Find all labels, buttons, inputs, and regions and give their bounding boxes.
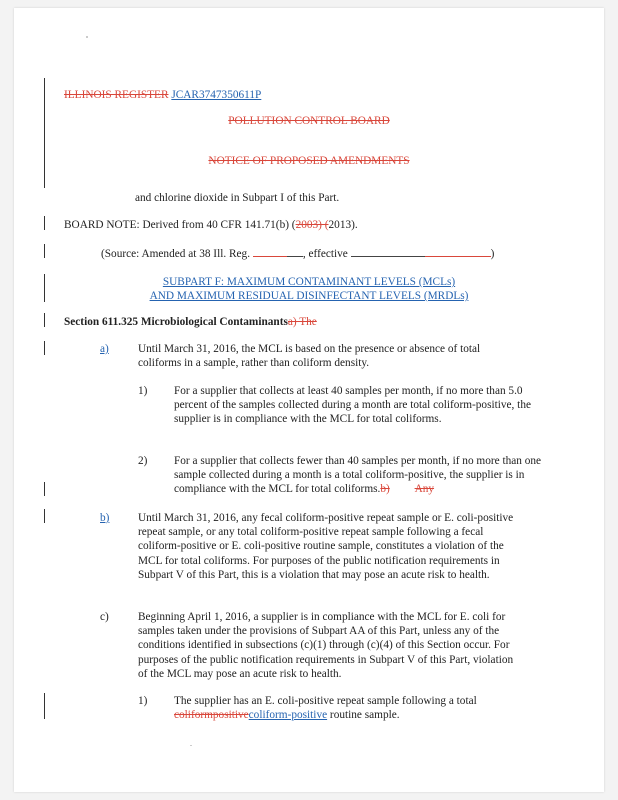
section-title: Section 611.325 Microbiological Contaminants <box>64 316 288 328</box>
subpart-line1: SUBPART F: MAXIMUM CONTAMINANT LEVELS (MCLs) <box>162 276 456 288</box>
change-bar <box>44 313 45 327</box>
para-a2-deleted-marker: b) <box>380 483 390 496</box>
para-c1-inserted: coliform-positive <box>248 709 328 722</box>
source-prefix: (Source: Amended at 38 Ill. Reg. <box>101 248 253 260</box>
change-bar <box>44 216 45 230</box>
para-c1-text <box>174 694 534 722</box>
change-bar <box>44 693 45 719</box>
board-title: POLLUTION CONTROL BOARD <box>228 115 390 127</box>
change-bar <box>44 78 45 188</box>
para-a1-number: 1) <box>138 385 148 397</box>
register-deleted: ILLINOIS REGISTER <box>64 89 169 101</box>
para-a-marker: a) <box>100 343 109 355</box>
section-heading <box>64 315 317 329</box>
board-header <box>14 114 604 128</box>
source-middle: , effective <box>302 248 351 260</box>
notice-header <box>14 154 604 168</box>
document-page <box>14 8 604 792</box>
section-deleted: a) The <box>287 316 317 328</box>
para-a2-number: 2) <box>138 455 148 467</box>
source-suffix: ) <box>490 248 495 260</box>
change-bar <box>44 341 45 355</box>
blank-red <box>425 246 491 257</box>
board-note-prefix: BOARD NOTE: Derived from 40 CFR 141.71(b) ( <box>64 219 296 231</box>
blank-red <box>253 246 287 257</box>
board-note <box>64 218 358 232</box>
subpart-line2: AND MAXIMUM RESIDUAL DISINFECTANT LEVELS (MRDLs) <box>149 290 469 303</box>
para-a2-text <box>174 454 544 497</box>
para-a1-text: For a supplier that collects at least 40 samples per month, if no more than 5.0 percent of the samples collected during a month are total coliform-positive, the supplier is in compliance with the MCL for total coliforms. <box>174 385 531 426</box>
para-c1-prefix: The supplier has an E. coli-positive repeat sample following a total <box>174 695 477 707</box>
para-b-marker: b) <box>100 512 110 524</box>
para-a2-body: For a supplier that collects fewer than 40 samples per month, if no more than one sample collected during a month is a total coliform-positive, the supplier is in compliance with the MCL for total coliforms. <box>174 455 542 496</box>
para-c1-number: 1) <box>138 695 148 707</box>
source-line <box>101 246 494 261</box>
change-bar <box>44 244 45 258</box>
blank <box>287 246 303 257</box>
scan-speck <box>86 36 88 38</box>
scan-speck <box>190 745 192 746</box>
para-a2-deleted-word: Any <box>414 483 435 496</box>
change-bar <box>44 509 45 523</box>
subpart-heading <box>14 275 604 303</box>
para-c-marker: c) <box>100 611 109 623</box>
change-bar <box>44 482 45 496</box>
para-a-text: Until March 31, 2016, the MCL is based on the presence or absence of total coliforms in a sample, rather than coliform density. <box>138 343 481 370</box>
para-c1-suffix: routine sample. <box>327 709 400 722</box>
register-header <box>64 88 261 102</box>
blank <box>351 246 425 257</box>
para-c1-deleted: coliformpositive <box>174 709 249 722</box>
board-note-deleted: 2003) ( <box>295 219 329 231</box>
para-c-text: Beginning April 1, 2016, a supplier is in compliance with the MCL for E. coli for samples taken under the provisions of Subpart AA of this Part, unless any of the conditions identified in subsections (c)(1) through (c)(4) of this Section occur. For purposes of the public notification requirements in Subpart V of this Part, violation of the MCL may pose an acute risk to health. <box>138 611 514 680</box>
notice-title: NOTICE OF PROPOSED AMENDMENTS <box>208 155 410 167</box>
para-b-text: Until March 31, 2016, any fecal coliform-positive repeat sample or E. coli-positive repeat sample, or any total coliform-positive repeat sample following a fecal coliform-positive or E. coli-positive routine sample, constitutes a violation of the MCL for total coliforms. For purposes of the public notification requirements in Subpart V of this Part, this is a violation that may pose an acute risk to health. <box>138 512 514 581</box>
board-note-suffix: 2013). <box>328 219 358 231</box>
continuation-text: and chlorine dioxide in Subpart I of this Part. <box>135 192 340 204</box>
register-inserted: JCAR3747350611P <box>171 89 262 101</box>
